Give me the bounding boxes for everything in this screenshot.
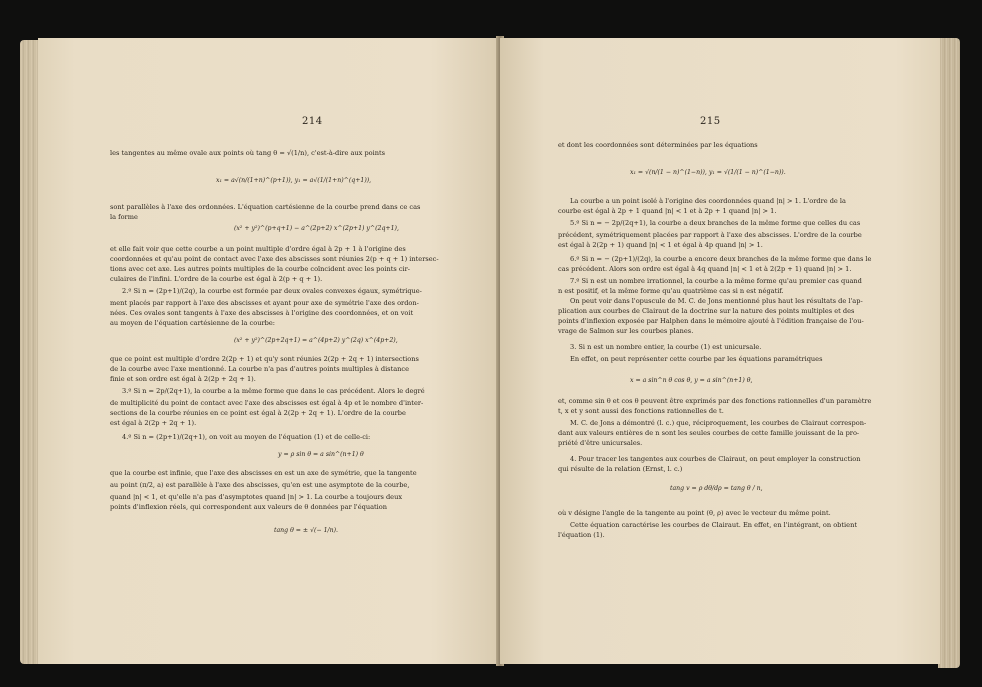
- text-line: que la courbe est infinie, que l'axe des abscisses en est un axe de symétrie, que la tangente: [110, 469, 417, 477]
- text-line: 3.º Si n = 2p/(2q+1), la courbe a la même forme que dans le cas précédent. Alors le degré: [122, 387, 425, 395]
- text-line: points d'inflexion réels, qui correspondent aux valeurs de θ données par l'équation: [110, 503, 388, 511]
- text-line: la forme: [110, 213, 138, 221]
- right-page: [500, 38, 940, 664]
- text-line: tions avec cet axe. Les autres points multiples de la courbe coïncident avec les points cir-: [110, 265, 411, 273]
- text-line: sections de la courbe réunies en ce point est égal à 2(2p + 2q + 1). L'ordre de la courbe: [110, 409, 406, 417]
- page-number: 214: [302, 116, 323, 127]
- text-line: courbe est égal à 2p + 1 quand |n| < 1 et à 2p + 1 quand |n| > 1.: [558, 207, 777, 215]
- text-line: En effet, on peut représenter cette courbe par les équations paramétriques: [570, 355, 823, 363]
- text-line: les tangentes au même ovale aux points où tang θ = √(1/n), c'est-à-dire aux points: [110, 149, 386, 157]
- equation: x = a sin^n θ cos θ, y = a sin^(n+1) θ,: [630, 377, 753, 384]
- open-book: [20, 36, 960, 668]
- text-line: l'équation (1).: [558, 531, 605, 539]
- text-line: points d'inflexion exposée par Halphen dans le mémoire ajouté à l'édition française de l'ou-: [558, 317, 864, 325]
- equation: x₁ = a√(n/(1+n)^(p+1)), y₁ = a√(1/(1+n)^(q+1)),: [216, 177, 372, 184]
- text-line: n est positif, et la même forme qu'au quatrième cas si n est négatif.: [558, 287, 784, 295]
- text-line: t, x et y sont aussi des fonctions rationnelles de t.: [558, 407, 724, 415]
- equation: tang θ = ± √(− 1/n).: [274, 527, 338, 534]
- text-line: Cette équation caractérise les courbes de Clairaut. En effet, en l'intégrant, on obtient: [570, 521, 857, 529]
- text-line: où v désigne l'angle de la tangente au point (θ, ρ) avec le vecteur du même point.: [558, 509, 831, 517]
- right-page-edges: [938, 38, 960, 668]
- text-line: quand |n| < 1, et qu'elle n'a pas d'asymptotes quand |n| > 1. La courbe a toujours deux: [110, 493, 403, 501]
- text-line: précédent, symétriquement placées par rapport à l'axe des abscisses. L'ordre de la courbe: [558, 231, 862, 239]
- text-line: 4. Pour tracer les tangentes aux courbes de Clairaut, on peut employer la construction: [570, 455, 861, 463]
- text-line: au point (π/2, a) est parallèle à l'axe des abscisses, qu'en est une asymptote de la courbe,: [110, 481, 410, 489]
- equation: (x² + y²)^(p+q+1) − a^(2p+2) x^(2p+1) y^(2q+1),: [234, 225, 399, 232]
- text-line: nées. Ces ovales sont tangents à l'axe des abscisses à l'origine des coordonnées, et on voit: [110, 309, 414, 317]
- text-line: coordonnées et qu'au point de contact avec l'axe des abscisses sont réunies 2(p + q + 1) intersec-: [110, 255, 439, 263]
- text-line: est égal à 2(2p + 2q + 1).: [110, 419, 197, 427]
- text-line: 6.º Si n = − (2p+1)/(2q), la courbe a encore deux branches de la même forme que dans le: [570, 255, 872, 263]
- equation: x₁ = √(n/(1 − n)^(1−n)), y₁ = √(1/(1 − n)^(1−n)).: [630, 169, 786, 176]
- text-line: au moyen de l'équation cartésienne de la courbe:: [110, 319, 275, 327]
- text-line: plication aux courbes de Clairaut de la doctrine sur la nature des points multiples et des: [558, 307, 855, 315]
- text-line: 4.º Si n = (2p+1)/(2q+1), on voit au moyen de l'équation (1) et de celle-ci:: [122, 433, 371, 441]
- text-line: ment placés par rapport à l'axe des abscisses et ayant pour axe de symétrie l'axe des ordon-: [110, 299, 419, 307]
- left-page: [38, 38, 500, 664]
- text-line: 5.º Si n = − 2p/(2q+1), la courbe a deux branches de la même forme que celles du cas: [570, 219, 861, 227]
- text-line: La courbe a un point isolé à l'origine des coordonnées quand |n| > 1. L'ordre de la: [570, 197, 846, 205]
- text-line: vrage de Salmon sur les courbes planes.: [558, 327, 694, 335]
- equation: tang v = ρ dθ/dρ = tang θ / n,: [670, 485, 763, 492]
- text-line: qui résulte de la relation (Ernst, l. c.): [558, 465, 683, 473]
- text-line: M. C. de Jons a démontré (l. c.) que, réciproquement, les courbes de Clairaut correspon-: [570, 419, 867, 427]
- text-line: est égal à 2(2p + 1) quand |n| < 1 et égal à 4p quand |n| > 1.: [558, 241, 763, 249]
- text-line: et elle fait voir que cette courbe a un point multiple d'ordre égal à 2p + 1 à l'origine des: [110, 245, 406, 253]
- text-line: priété d'être unicursales.: [558, 439, 643, 447]
- equation: (x² + y²)^(2p+2q+1) = a^(4p+2) y^(2q) x^(4p+2),: [234, 337, 398, 344]
- text-line: 3. Si n est un nombre entier, la courbe (1) est unicursale.: [570, 343, 762, 351]
- text-line: que ce point est multiple d'ordre 2(2p + 1) et qu'y sont réunies 2(2p + 2q + 1) intersections: [110, 355, 419, 363]
- text-line: et, comme sin θ et cos θ peuvent être exprimés par des fonctions rationnelles d'un paramètre: [558, 397, 872, 405]
- text-line: cas précédent. Alors son ordre est égal à 4q quand |n| < 1 et à 2(2p + 1) quand |n| > 1.: [558, 265, 852, 273]
- text-line: finie et son ordre est égal à 2(2p + 2q + 1).: [110, 375, 256, 383]
- text-line: de multiplicité du point de contact avec l'axe des abscisses est égal à 4p et le nombre d'inter-: [110, 399, 424, 407]
- text-line: et dont les coordonnées sont déterminées par les équations: [558, 141, 758, 149]
- text-line: On peut voir dans l'opuscule de M. C. de Jons mentionné plus haut les résultats de l'ap-: [570, 297, 863, 305]
- page-number: 215: [700, 116, 721, 127]
- text-line: sont parallèles à l'axe des ordonnées. L'équation cartésienne de la courbe prend dans ce cas: [110, 203, 421, 211]
- text-line: dant aux valeurs entières de n sont les seules courbes de cette famille jouissant de la pro-: [558, 429, 860, 437]
- text-line: de la courbe avec l'axe mentionné. La courbe n'a pas d'autres points multiples à distance: [110, 365, 409, 373]
- text-line: 7.º Si n est un nombre irrationnel, la courbe a la même forme qu'au premier cas quand: [570, 277, 862, 285]
- equation: y = ρ sin θ = a sin^(n+1) θ: [278, 451, 364, 458]
- text-line: 2.º Si n = (2p+1)/(2q), la courbe est formée par deux ovales convexes égaux, symétrique-: [122, 287, 422, 295]
- text-line: culaires de l'infini. L'ordre de la courbe est égal à 2(p + q + 1).: [110, 275, 323, 283]
